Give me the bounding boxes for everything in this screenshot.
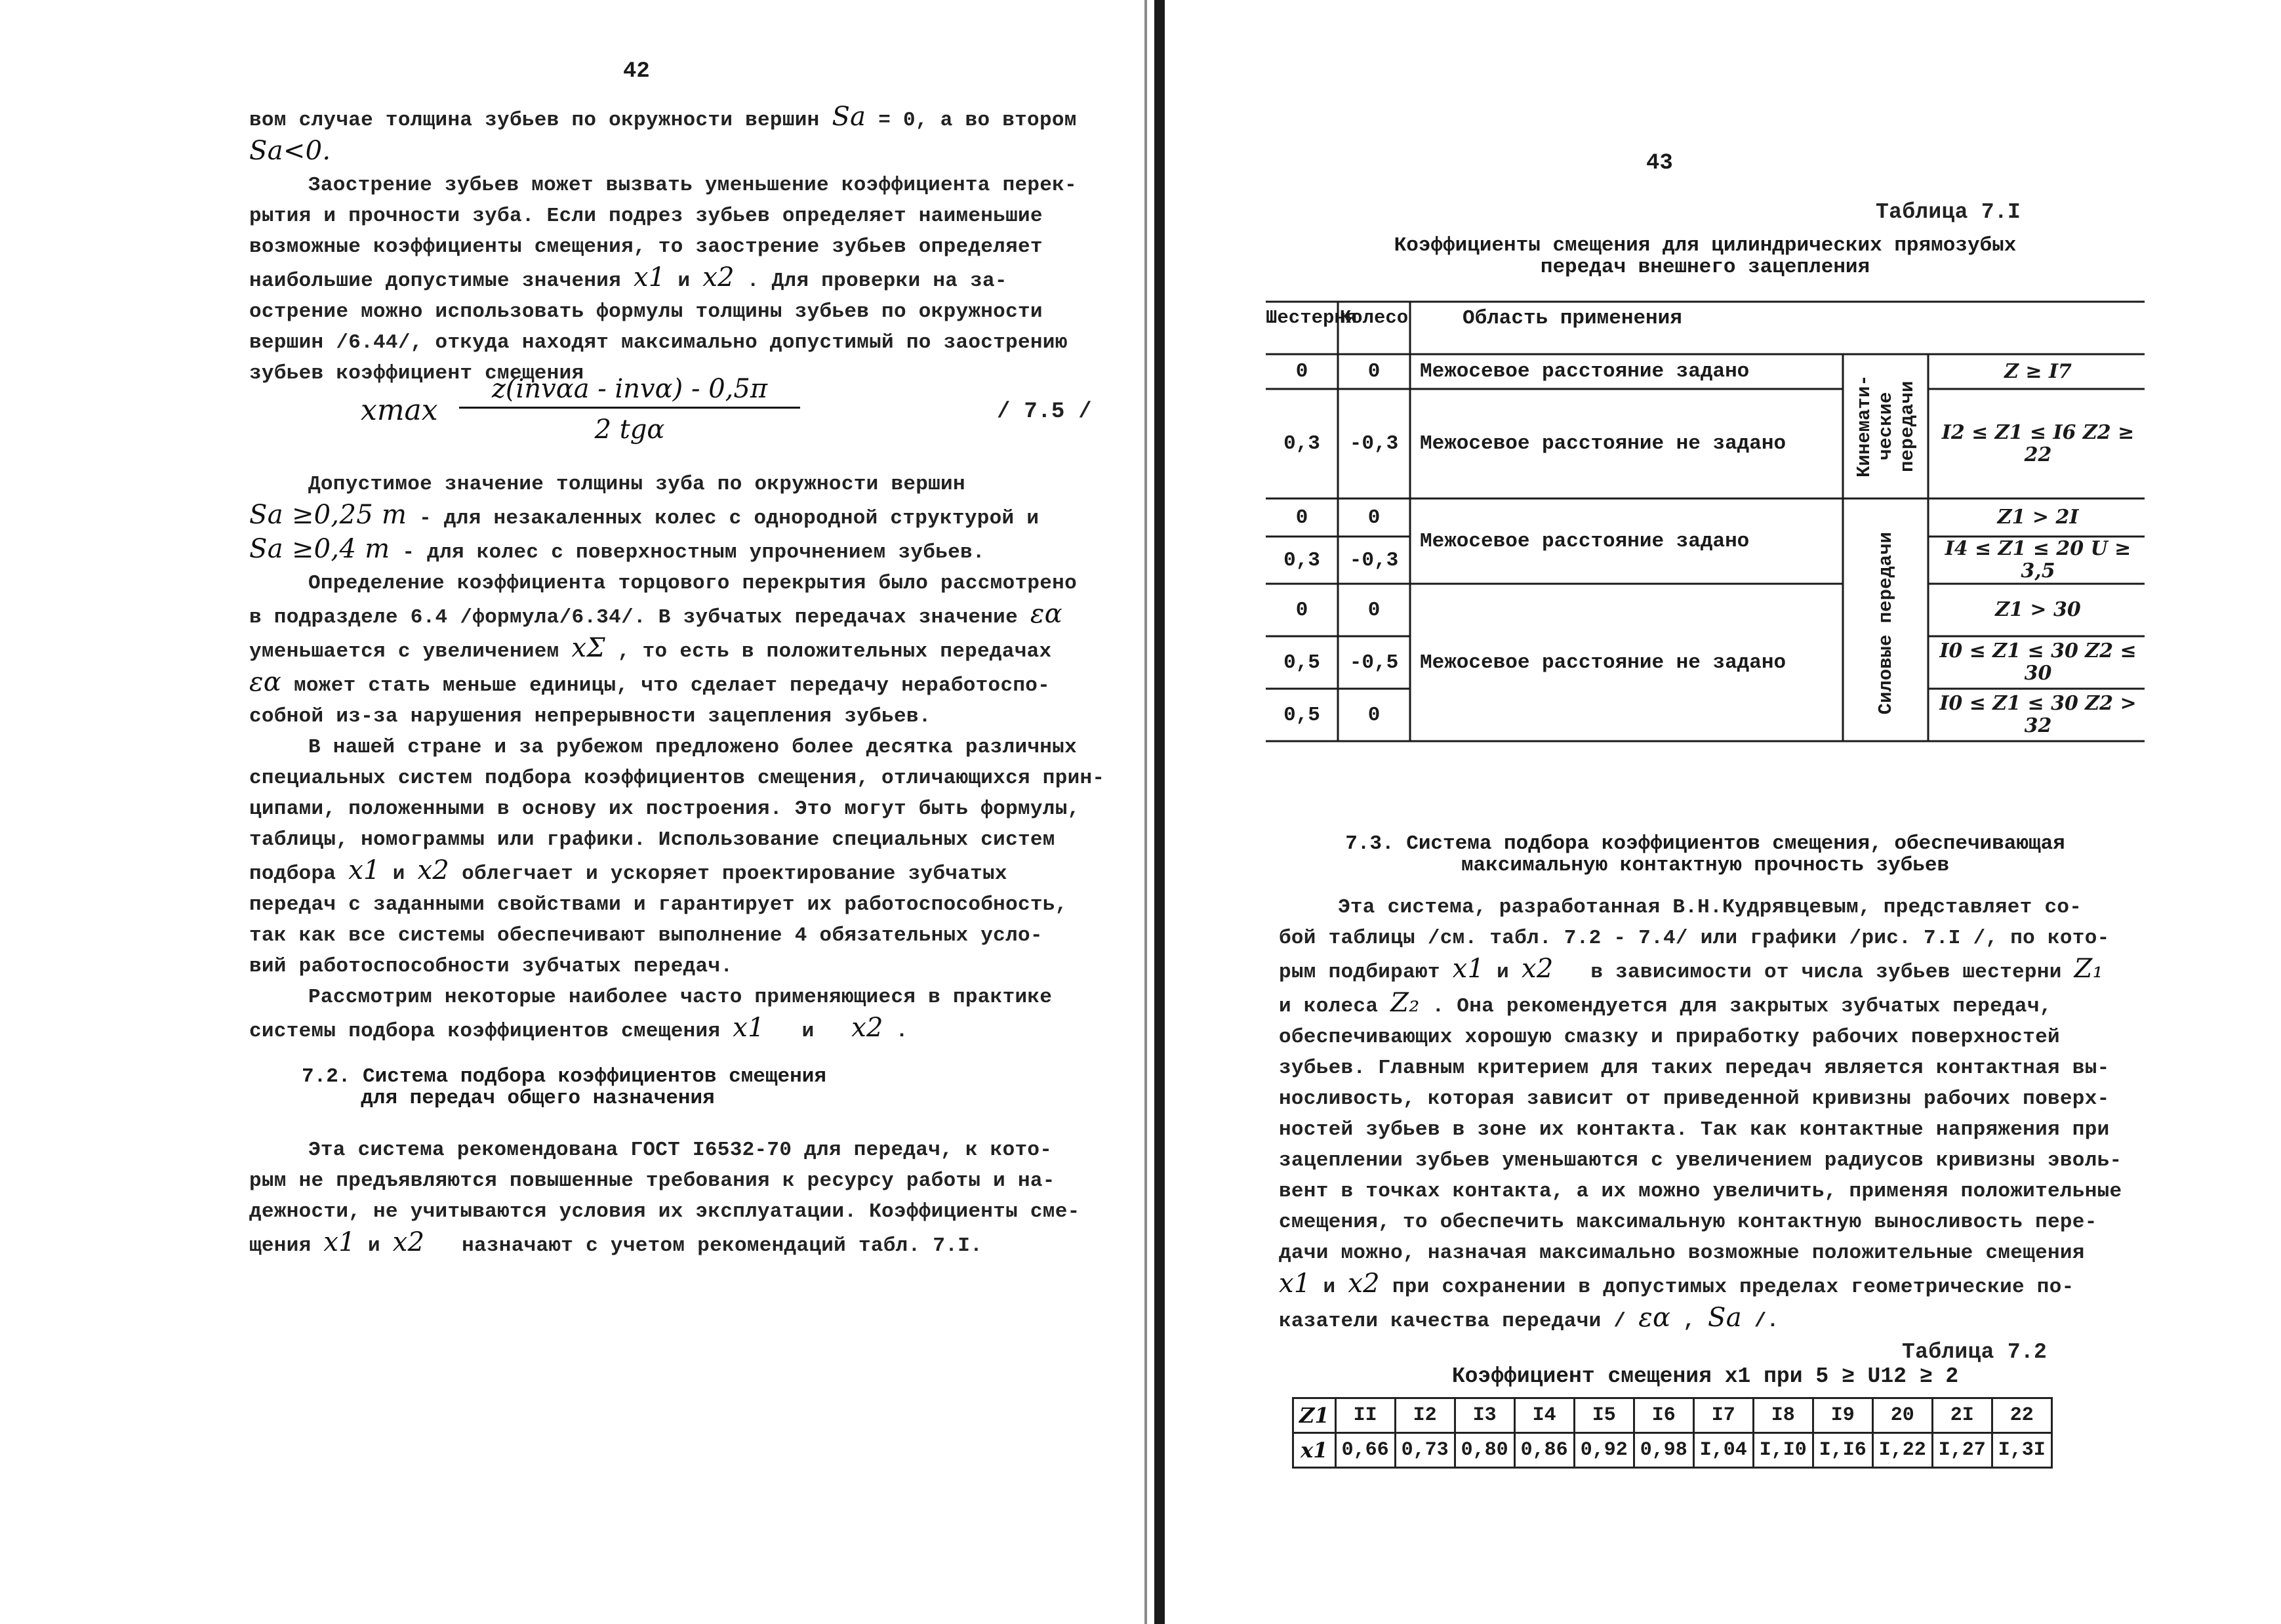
cell-wheel-shift: 0 (1367, 598, 1381, 622)
table-cell-z: I3 (1455, 1398, 1514, 1433)
text-line: щения x1 и x2 назначают с учетом рекомендаций табл. 7.I. (249, 1227, 983, 1257)
cell-condition: Z ≥ I7 (2004, 359, 2072, 383)
cell-condition: Z1 > 30 (1995, 598, 2081, 621)
text-line: зубьев коэффициент смещения (249, 362, 584, 385)
cell-condition: Z1 > 2I (1997, 506, 2079, 529)
formula-reference: / 7.5 / (997, 399, 1092, 424)
table-cell-x: 0,80 (1455, 1433, 1514, 1468)
text-line: Эта система, разработанная В.Н.Кудрявцевым, представляет со- (1338, 896, 2082, 919)
cell-pinion-shift: 0,5 (1283, 703, 1320, 727)
cell-pinion-shift: 0 (1295, 360, 1308, 383)
cell-condition: I4 ≤ Z1 ≤ 20 U ≥ 3,5 (1945, 537, 2131, 582)
text-line: Заострение зубьев может вызвать уменьшение коэффициента перек- (308, 174, 1077, 197)
table-cell-z: II (1335, 1398, 1395, 1433)
table-cell-x: I,22 (1872, 1433, 1932, 1468)
table-cell-x: 0,92 (1574, 1433, 1634, 1468)
text-line: собной из-за нарушения непрерывности зацепления зубьев. (249, 705, 931, 728)
formula-denominator: 2 tgα (594, 415, 665, 445)
cell-wheel-shift: 0 (1367, 506, 1381, 529)
table-cell-x: 0,86 (1514, 1433, 1574, 1468)
cell-wheel-shift: -0,3 (1349, 548, 1399, 572)
book-spine (1154, 0, 1165, 1624)
header-wheel: Колесо (1339, 307, 1409, 329)
table-title: Коэффициенты смещения для цилиндрических прямозубых передач внешнего зацепления (1394, 234, 2017, 279)
cell-pinion-shift: 0 (1295, 598, 1308, 622)
table-cell-z: I5 (1574, 1398, 1634, 1433)
cell-application-area: Межосевое расстояние не задано (1420, 651, 1786, 674)
text-line: так как все системы обеспечивают выполнение 4 обязательных усло- (249, 924, 1043, 947)
table-cell-x: I,3I (1992, 1433, 2051, 1468)
table-row-x: x1 0,66 0,73 0,80 0,86 0,92 0,98 I,04 I,I0 I,I6 I,22 I,27 I,3I (1293, 1433, 2052, 1468)
cell-pinion-shift: 0,3 (1283, 432, 1320, 455)
table-cell-z: I7 (1693, 1398, 1753, 1433)
text-line: передач с заданными свойствами и гарантирует их работоспособность, (249, 893, 1068, 916)
cell-wheel-shift: -0,3 (1349, 432, 1399, 455)
text-line: Sa ≥0,25 m - для незакаленных колес с однородной структурой и (249, 500, 1040, 530)
text-line: В нашей стране и за рубежом предложено более десятка различных (308, 736, 1077, 759)
text-line: ностей зубьев в зоне их контакта. Так как контактные напряжения при (1279, 1118, 2110, 1141)
left-page (223, 52, 1128, 1561)
table-cell-x: 0,66 (1335, 1433, 1395, 1468)
text-line: дежности, не учитываются условия их эксплуатации. Коэффициенты сме- (249, 1200, 1080, 1223)
table-cell-z: 20 (1872, 1398, 1932, 1433)
header-pinion: Шестерня (1266, 307, 1358, 329)
text-line: вент в точках контакта, а их можно увеличить, применяя положительные (1279, 1180, 2122, 1203)
text-line: носливость, которая зависит от приведенной кривизны рабочих поверх- (1279, 1087, 2110, 1110)
text-line: в подразделе 6.4 /формула/6.34/. В зубчатых передачах значение εα (249, 599, 1062, 629)
text-line: и колеса Z₂ . Она рекомендуется для закрытых зубчатых передач, (1279, 988, 2052, 1018)
text-line: уменьшается с увеличением xΣ , то есть в положительных передачах (249, 633, 1052, 663)
section-heading-7-3: 7.3. Система подбора коэффициентов смещения, обеспечивающая максимальную контактную прочность зубьев (1345, 832, 2065, 877)
header-application: Область применения (1463, 307, 1682, 330)
right-text-block (1279, 892, 2122, 1337)
text-line: смещения, то обеспечить максимальную контактную выносливость пере- (1279, 1211, 2097, 1234)
text-line: рытия и прочности зуба. Если подрез зубьев определяет наименьшие (249, 205, 1043, 228)
text-line: вий работоспособности зубчатых передач. (249, 955, 733, 978)
table-cell-z: 2I (1932, 1398, 1992, 1433)
cell-application-area: Межосевое расстояние задано (1420, 360, 1750, 383)
formula-numerator: z(invαa - invα) - 0,5π (459, 374, 800, 409)
cell-pinion-shift: 0,3 (1283, 548, 1320, 572)
table2-title: Коэффициент смещения x1 при 5 ≥ U12 ≥ 2 (1451, 1364, 1959, 1389)
group-kinematic: Кинемати-ческие передачи (1853, 375, 1918, 478)
table-label: Таблица 7.I (1876, 200, 2021, 224)
text-line: острение можно использовать формулы толщины зубьев по окружности (249, 300, 1043, 323)
text-line: вом случае толщина зубьев по окружности вершин Sa = 0, а во втором (249, 102, 1077, 132)
cell-wheel-shift: 0 (1367, 360, 1381, 383)
section-heading-7-2: 7.2. Система подбора коэффициентов смещения для передач общего назначения (302, 1065, 826, 1110)
right-page (1266, 151, 2151, 1528)
text-line: специальных систем подбора коэффициентов смещения, отличающихся прин- (249, 767, 1105, 790)
table-cell-x: I,I6 (1813, 1433, 1872, 1468)
table2-label: Таблица 7.2 (1902, 1340, 2048, 1364)
table-cell-x: 0,98 (1634, 1433, 1693, 1468)
text-line: зубьев. Главным критерием для таких передач является контактная вы- (1279, 1057, 2110, 1080)
text-line: казатели качества передачи / εα , Sa /. (1279, 1303, 1779, 1333)
text-line: рым не предъявляются повышенные требования к ресурсу работы и на- (249, 1169, 1055, 1192)
cell-pinion-shift: 0 (1295, 506, 1308, 529)
text-line: Рассмотрим некоторые наиболее часто применяющиеся в практике (308, 986, 1053, 1009)
text-line: Sa ≥0,4 m - для колес с поверхностным упрочнением зубьев. (249, 534, 985, 564)
text-line: подбора x1 и x2 облегчает и ускоряет проектирование зубчатых (249, 855, 1007, 885)
text-line: εα может стать меньше единицы, что сделает передачу неработоспо- (249, 667, 1051, 697)
cell-condition: I0 ≤ Z1 ≤ 30 Z2 > 32 (1939, 692, 2137, 737)
cell-wheel-shift: 0 (1367, 703, 1381, 727)
text-line: Определение коэффициента торцового перекрытия было рассмотрено (308, 572, 1077, 595)
formula-lhs: xmax (361, 394, 438, 427)
table-cell-x: I,27 (1932, 1433, 1992, 1468)
cell-condition: I2 ≤ Z1 ≤ I6 Z2 ≥ 22 (1941, 420, 2135, 466)
table-cell-z: I6 (1634, 1398, 1693, 1433)
left-text-block-3 (249, 1135, 1080, 1261)
table-cell-z: 22 (1992, 1398, 2051, 1433)
cell-wheel-shift: -0,5 (1349, 651, 1399, 674)
table-cell-z: I2 (1395, 1398, 1455, 1433)
text-line: дачи можно, назначая максимально возможные положительные смещения (1279, 1242, 2085, 1265)
group-power: Силовые передачи (1874, 531, 1897, 715)
text-line: возможные коэффициенты смещения, то заострение зубьев определяет (249, 235, 1043, 258)
cell-condition: I0 ≤ Z1 ≤ 30 Z2 ≤ 30 (1939, 639, 2137, 685)
text-line: зацеплении зубьев уменьшаются с увеличением радиусов кривизны эволь- (1279, 1149, 2122, 1172)
page-number: 43 (1646, 151, 1673, 176)
text-line: системы подбора коэффициентов смещения x1 и x2 . (249, 1013, 908, 1043)
left-text-block-2 (249, 469, 1104, 1047)
text-line: Допустимое значение толщины зуба по окружности вершин (308, 473, 965, 496)
cell-application-area: Межосевое расстояние задано (1420, 529, 1750, 553)
cell-application-area: Межосевое расстояние не задано (1420, 432, 1786, 455)
table-cell-z: I4 (1514, 1398, 1574, 1433)
text-line: ципами, положенными в основу их построения. Это могут быть формулы, (249, 798, 1080, 821)
text-line: рым подбирают x1 и x2 в зависимости от числа зубьев шестерни Z₁ (1279, 954, 2103, 984)
table-cell-x: 0,73 (1395, 1433, 1455, 1468)
table-cell-x: I,I0 (1753, 1433, 1813, 1468)
cell-pinion-shift: 0,5 (1283, 651, 1320, 674)
left-text-block-1 (249, 102, 1077, 389)
text-line: таблицы, номограммы или графики. Использование специальных систем (249, 828, 1055, 851)
table-cell-x: I,04 (1693, 1433, 1753, 1468)
text-line: наибольшие допустимые значения x1 и x2 . Для проверки на за- (249, 262, 1007, 293)
table-cell-z: I8 (1753, 1398, 1813, 1433)
table-cell-z: I9 (1813, 1398, 1872, 1433)
table-row-z: Z1 II I2 I3 I4 I5 I6 I7 I8 I9 20 2I 22 (1293, 1398, 2052, 1433)
page-number: 42 (623, 59, 650, 84)
text-line: обеспечивающих хорошую смазку и приработку рабочих поверхностей (1279, 1026, 2060, 1049)
text-line: бой таблицы /см. табл. 7.2 - 7.4/ или графики /рис. 7.I /, по кото- (1279, 927, 2110, 950)
text-line: вершин /6.44/, откуда находят максимально допустимый по заострению (249, 331, 1068, 354)
page-gutter-shadow (1144, 0, 1147, 1624)
table-7-2 (1292, 1397, 2053, 1469)
text-line: Эта система рекомендована ГОСТ I6532-70 для передач, к кото- (308, 1139, 1053, 1162)
table-7-1 (1266, 295, 2145, 787)
text-line: Sa<0. (249, 136, 331, 166)
text-line: x1 и x2 при сохранении в допустимых пределах геометрические по- (1279, 1269, 2074, 1299)
